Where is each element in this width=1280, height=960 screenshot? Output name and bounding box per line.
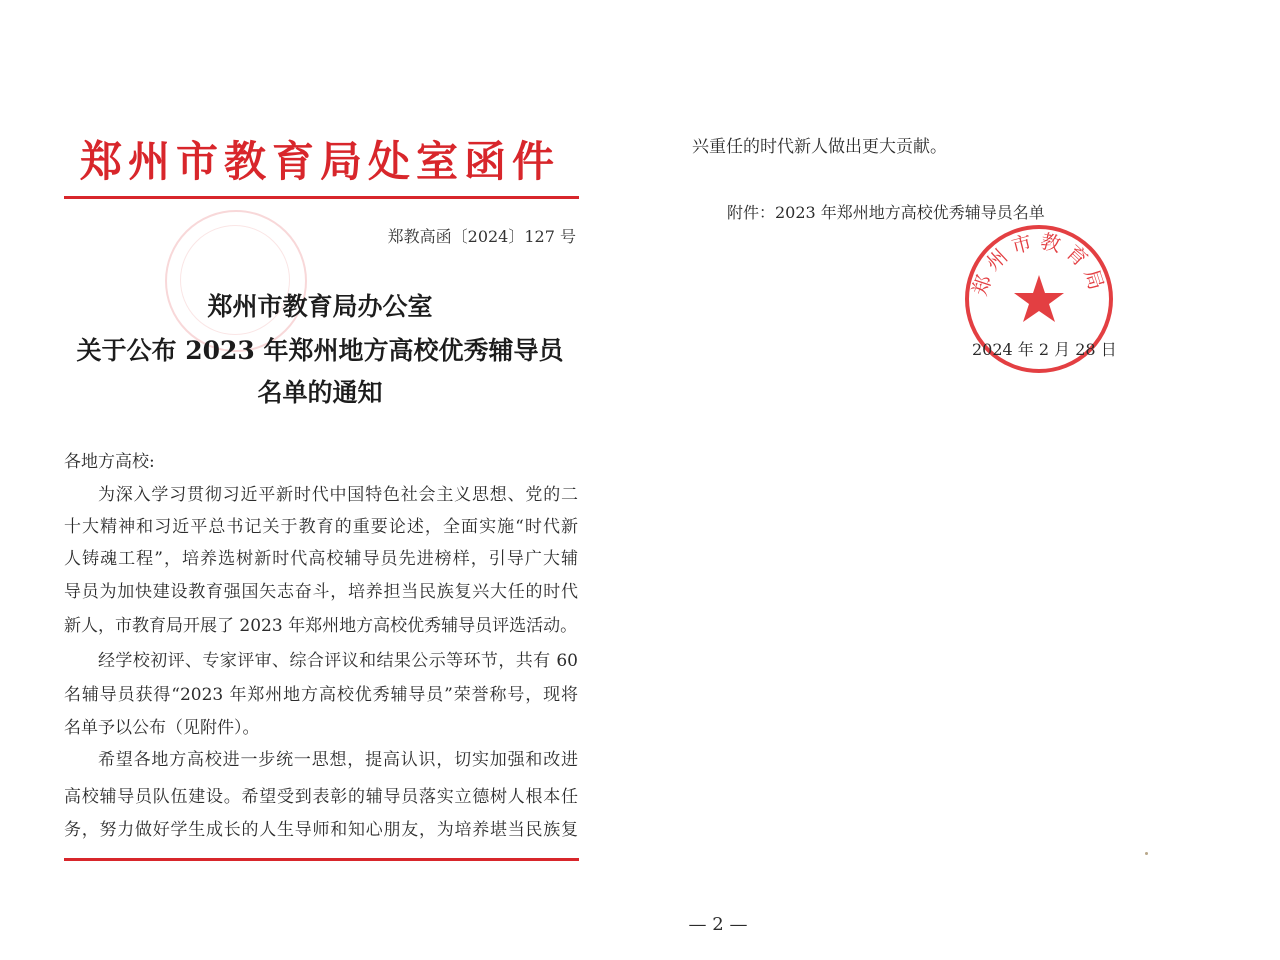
body-text-line: 名辅导员获得“2023 年郑州地方高校优秀辅导员”荣誉称号，现将 [64,685,578,705]
masthead-red-rule [64,196,579,199]
scan-speck [1145,852,1148,855]
masthead-title: 郑州市教育局处室函件 [79,137,560,186]
body-text-line: 新人，市教育局开展了 2023 年郑州地方高校优秀辅导员评选活动。 [64,616,578,636]
body-text-line: 十大精神和习近平总书记关于教育的重要论述，全面实施“时代新 [64,517,578,537]
document-date: 2024 年 2 月 28 日 [972,340,1117,359]
document-number: 郑教高函〔2024〕127 号 [387,227,576,246]
attachment-note: 附件：2023 年郑州地方高校优秀辅导员名单 [727,203,1045,222]
notice-title-line: 名单的通知 [257,378,383,407]
page-number: — 2 — [688,914,748,935]
body-text-line: 高校辅导员队伍建设。希望受到表彰的辅导员落实立德树人根本任 [64,787,578,807]
footer-red-rule [64,858,579,861]
body-text-line: 为深入学习贯彻习近平新时代中国特色社会主义思想、党的二 [98,485,578,505]
salutation: 各地方高校: [64,452,155,472]
body-text-line: 导员为加快建设教育强国矢志奋斗，培养担当民族复兴大任的时代 [64,582,578,602]
notice-title-line: 郑州市教育局办公室 [207,292,433,321]
body-text-line: 务，努力做好学生成长的人生导师和知心朋友，为培养堪当民族复 [64,820,578,840]
notice-title-line: 关于公布 2023 年郑州地方高校优秀辅导员 [76,336,564,365]
body-continuation-line: 兴重任的时代新人做出更大贡献。 [692,137,947,157]
seal-text: 郑州市教育局 [967,228,1111,299]
body-text-line: 人铸魂工程”，培养选树新时代高校辅导员先进榜样，引导广大辅 [64,549,578,569]
body-text-line: 经学校初评、专家评审、综合评议和结果公示等环节，共有 60 [98,651,578,671]
body-text-line: 希望各地方高校进一步统一思想，提高认识，切实加强和改进 [98,750,578,770]
body-text-line: 名单予以公布（见附件）。 [64,718,260,738]
